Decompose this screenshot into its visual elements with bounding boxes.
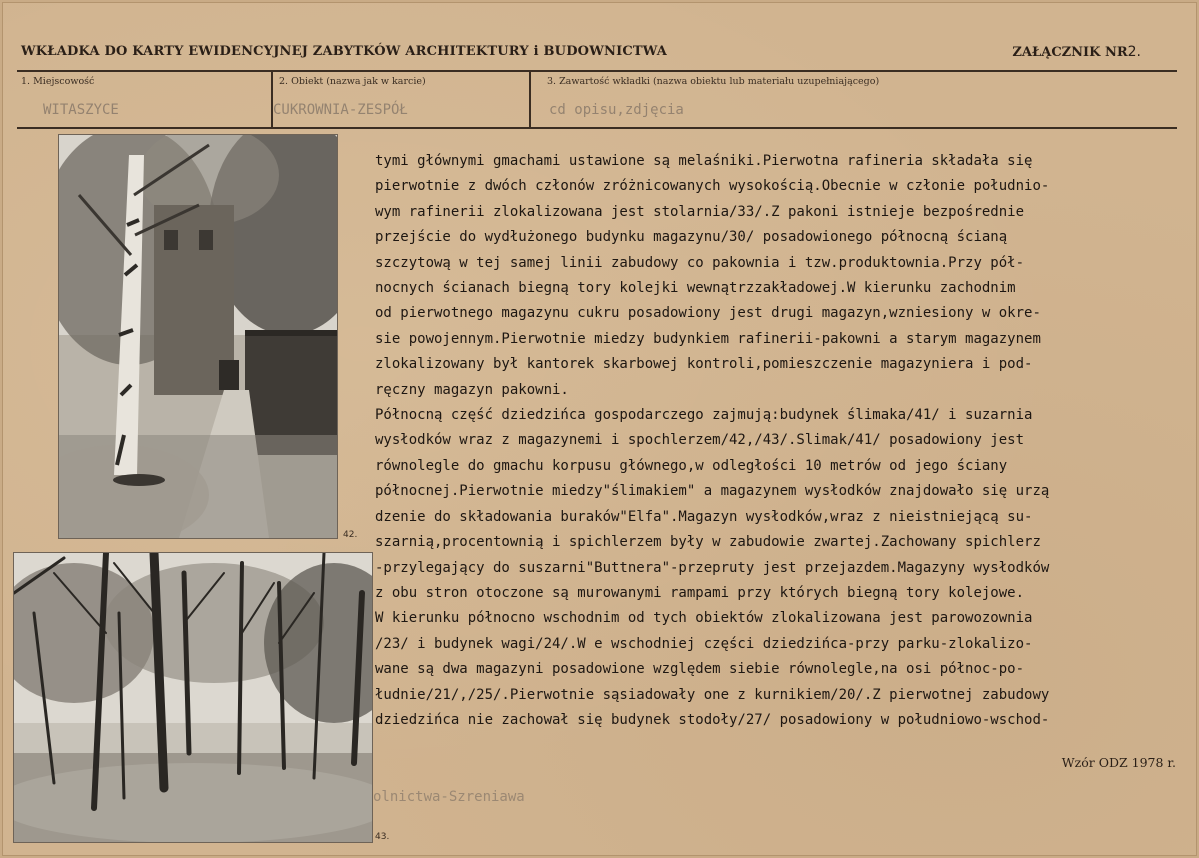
text-line: od pierwotnego magazynu cukru posadowiony jest drugi magazyn,wzniesiony w okre- xyxy=(375,305,1041,322)
annex-label xyxy=(1012,44,1141,60)
text-line: /23/ i budynek wagi/24/.W e wschodniej części dziedzińca-przy parku-zlokalizo- xyxy=(375,635,1033,652)
annex-number: 2. xyxy=(1127,44,1141,60)
card-title: WKŁADKA DO KARTY EWIDENCYJNEJ ZABYTKÓW ARCHITEKTURY i BUDOWNICTWA xyxy=(21,44,668,59)
photo-number-43: 43. xyxy=(375,832,390,842)
field-value-locality: WITASZYCE xyxy=(43,102,119,118)
text-line: równolegle do gmachu korpusu głównego,w odległości 10 metrów od jego ściany xyxy=(375,457,1008,474)
text-line: północnej.Pierwotnie miedzy"ślimakiem" a magazynem wysłodków znajdowało się urzą xyxy=(375,483,1050,500)
field-value-object: CUKROWNIA-ZESPÓŁ xyxy=(273,102,408,118)
text-line: sie powojennym.Pierwotnie miedzy budynkiem rafinerii-pakowni a starym magazynem xyxy=(375,330,1041,347)
annex-label-text: ZAŁĄCZNIK NR xyxy=(1012,45,1128,60)
text-line: Północną część dziedzińca gospodarczego zajmują:budynek ślimaka/41/ i suzarnia xyxy=(375,407,1033,424)
text-line: łudnie/21/,/25/.Pierwotnie sąsiadowały one z kurnikiem/20/.Z pierwotnej zabudowy xyxy=(375,686,1050,703)
text-line: ręczny magazyn pakowni. xyxy=(375,381,569,398)
photo-park-trees xyxy=(13,552,373,843)
text-line: szczytową w tej samej linii zabudowy co pakownia i tzw.produktownia.Przy pół- xyxy=(375,254,1025,271)
text-line: dzenie do składowania buraków"Elfa".Magazyn wysłodków,wraz z nieistniejącą su- xyxy=(375,508,1033,525)
text-line: pierwotnie z dwóch członów zróżnicowanych wysokością.Obecnie w członie południo- xyxy=(375,178,1050,195)
text-line: szarnią,procentownią i spichlerzem były w zabudowie zwartej.Zachowany spichlerz xyxy=(375,534,1041,551)
text-line: tymi głównymi gmachami ustawione są melaśniki.Pierwotna rafineria składała się xyxy=(375,153,1033,169)
park-trees-image xyxy=(14,553,372,842)
form-model-label: Wzór ODZ 1978 r. xyxy=(1061,755,1176,770)
text-line: W kierunku północno wschodnim od tych obiektów zlokalizowana jest parowozownia xyxy=(375,610,1033,627)
faint-stamp-text: olnictwa-Szreniawa xyxy=(373,789,525,805)
text-line: wane są dwa magazyni posadowione względem siebie równolegle,na osi północ-po- xyxy=(375,661,1025,678)
text-line: z obu stron otoczone są murowanymi rampami przy których biegną tory kolejowe. xyxy=(375,584,1025,601)
field-separator-2 xyxy=(529,70,531,128)
text-line: zlokalizowany był kantorek skarbowej kontroli,pomieszczenie magazyniera i pod- xyxy=(375,356,1033,373)
photo-birch-path xyxy=(58,134,338,539)
typed-description xyxy=(375,149,1181,733)
field-label-object: 2. Obiekt (nazwa jak w karcie) xyxy=(279,76,426,87)
field-separator-1 xyxy=(271,70,273,128)
inventory-card-insert xyxy=(2,2,1197,856)
text-line: dziedzińca nie zachował się budynek stodoły/27/ posadowiony w południowo-wschod- xyxy=(375,711,1050,728)
text-line: nocnych ścianach biegną tory kolejki wewnątrzzakładowej.W kierunku zachodnim xyxy=(375,280,1016,297)
field-label-locality: 1. Miejscowość xyxy=(21,76,95,87)
birch-path-image xyxy=(59,135,337,538)
photo-number-42: 42. xyxy=(343,530,358,540)
text-line: -przylegający do suszarni"Buttnera"-przepruty jest przejazdem.Magazyny wysłodków xyxy=(375,559,1050,576)
text-line: wym rafinerii zlokalizowana jest stolarnia/33/.Z pakoni istnieje bezpośrednie xyxy=(375,203,1025,220)
text-line: wysłodków wraz z magazynemi i spochlerzem/42,/43/.Slimak/41/ posadowiony jest xyxy=(375,432,1025,449)
field-label-contents: 3. Zawartość wkładki (nazwa obiektu lub materiału uzupełniającego) xyxy=(547,76,880,87)
field-value-contents: cd opisu,zdjęcia xyxy=(549,102,684,118)
header-divider-bottom xyxy=(17,127,1177,129)
text-line: przejście do wydłużonego budynku magazynu/30/ posadowionego północną ścianą xyxy=(375,229,1008,246)
header-divider-top xyxy=(17,70,1177,72)
